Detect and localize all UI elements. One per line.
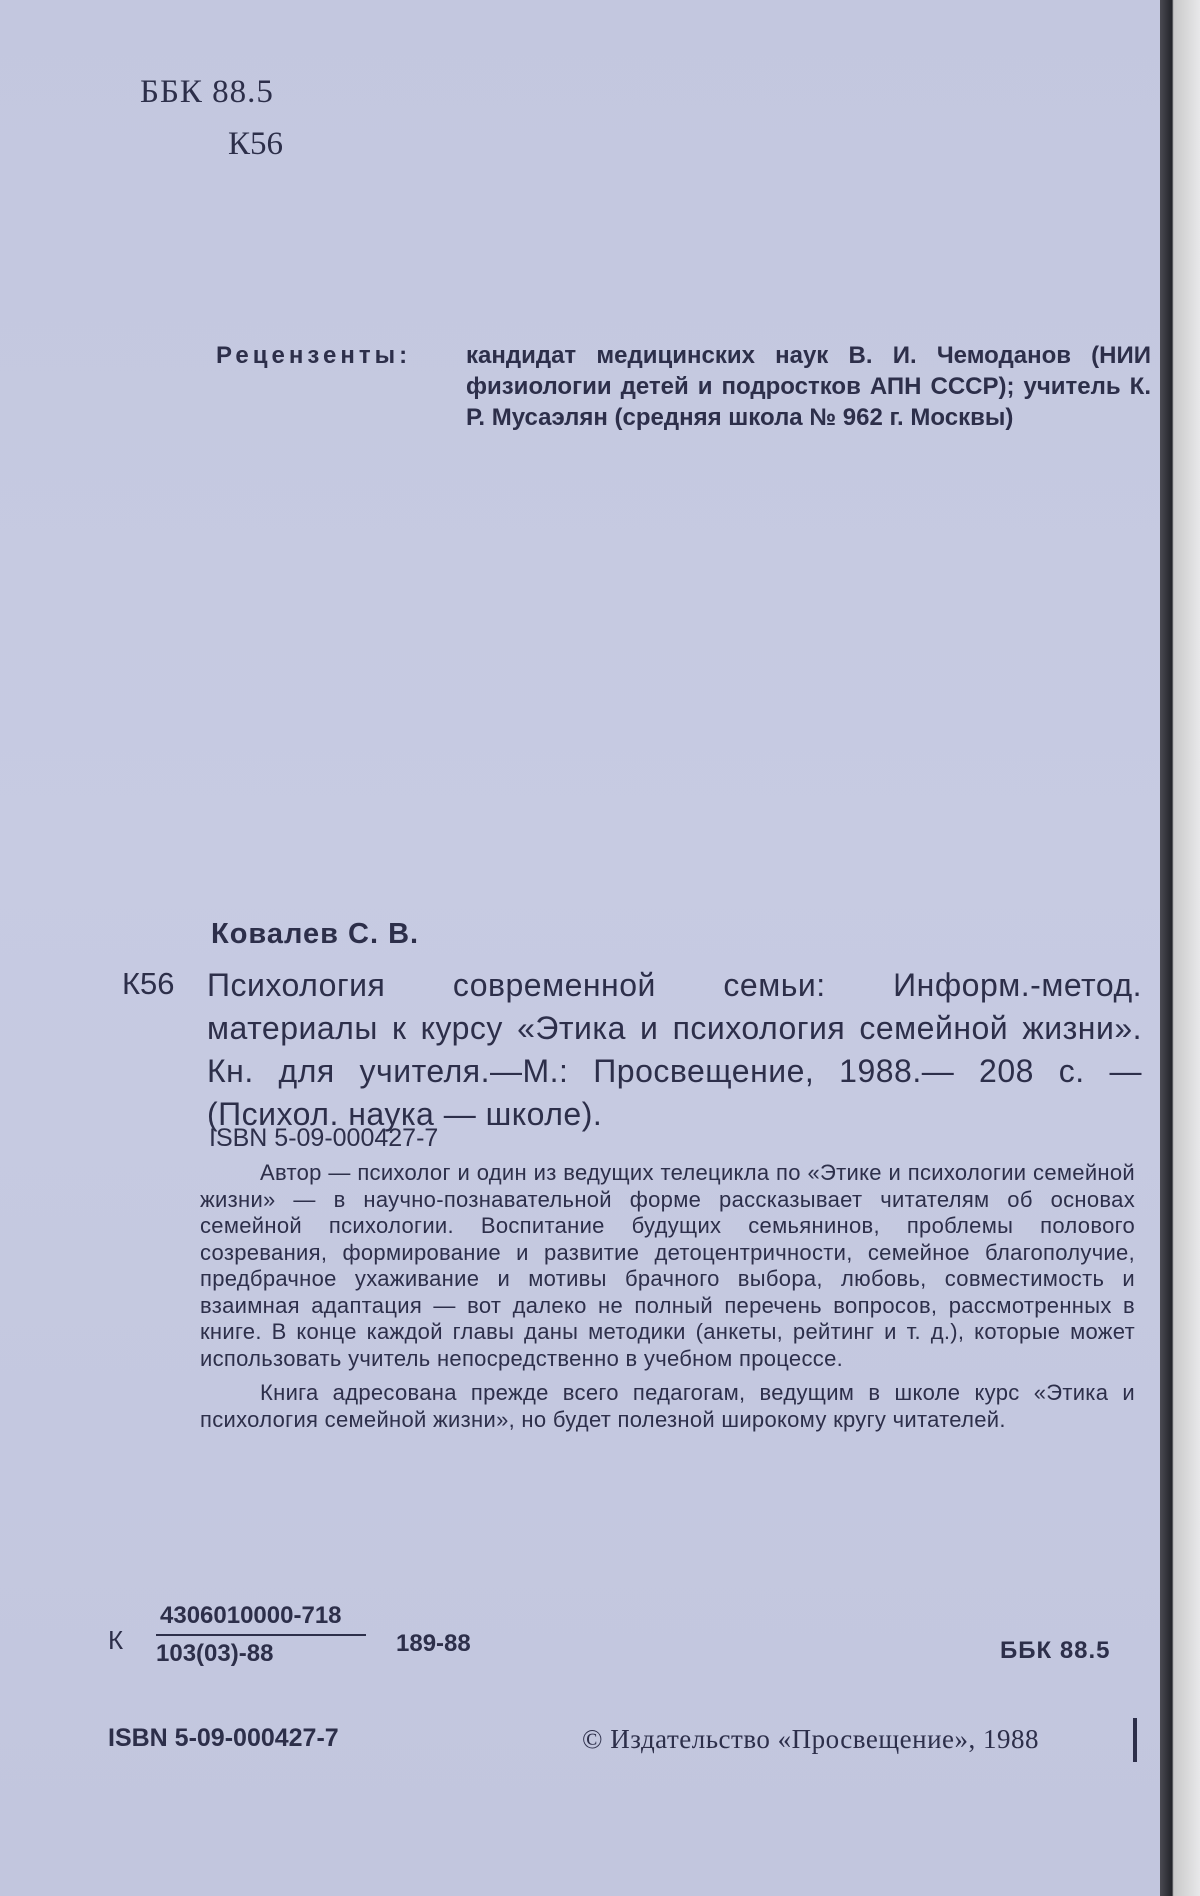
- catalog-author: Ковалев С. В.: [211, 918, 420, 950]
- catalog-description: Психология современной семьи: Информ.-метод. материалы к курсу «Этика и психология семейной жизни». Кн. для учителя.—М.: Просвещение, 1988.— 208 с. — (Психол. наука — школе).: [207, 967, 1142, 1132]
- bbk-code: ББК 88.5: [140, 74, 274, 110]
- annotation-paragraph: Книга адресована прежде всего педагогам, ведущим в школе курс «Этика и психология семейной жизни», но будет полезной широкому кругу читателей.: [200, 1380, 1135, 1432]
- imprint-denominator: 103(03)-88: [156, 1640, 274, 1667]
- author-mark: К56: [228, 126, 284, 162]
- imprint-code: 189-88: [396, 1630, 471, 1657]
- annotation: [200, 1160, 1135, 1433]
- reviewers-block: [216, 340, 1151, 431]
- imprint-bbk: ББК 88.5: [1000, 1637, 1111, 1664]
- reviewers-text: кандидат медицинских наук В. И. Чемоданов (НИИ физиологии детей и подростков АПН СССР); учитель К. Р. Мусаэлян (средняя школа № 962 г. Москвы): [466, 342, 1151, 431]
- imprint-numerator: 4306010000-718: [156, 1602, 366, 1636]
- annotation-paragraph: Автор — психолог и один из ведущих телецикла по «Этике и психологии семейной жизни» — в научно-познавательной форме рассказывает читателям об основах семейной психологии. Воспитание будущих семьянинов, проблемы полового созревания, формирование и развитие детоцентричности, семейное благополучие, предбрачное ухаживание и мотивы брачного выбора, любовь, совместимость и взаимная адаптация — вот далеко не полный перечень вопросов, рассмотренных в книге. В конце каждой главы даны методики (анкеты, рейтинг и т. д.), которые может использовать учитель непосредственно в учебном процессе.: [200, 1160, 1135, 1371]
- edge-rule: [1133, 1718, 1137, 1762]
- reviewers-label: Рецензенты:: [216, 342, 412, 369]
- book-gutter: [1160, 0, 1200, 1896]
- imprint-letter: К: [108, 1625, 124, 1655]
- catalog-mark: К56: [122, 966, 175, 1001]
- imprint-fraction: [156, 1602, 366, 1668]
- copyright-line: © Издательство «Просвещение», 1988: [582, 1724, 1040, 1754]
- footer-isbn: ISBN 5-09-000427-7: [108, 1724, 339, 1752]
- catalog-isbn: ISBN 5-09-000427-7: [209, 1124, 439, 1152]
